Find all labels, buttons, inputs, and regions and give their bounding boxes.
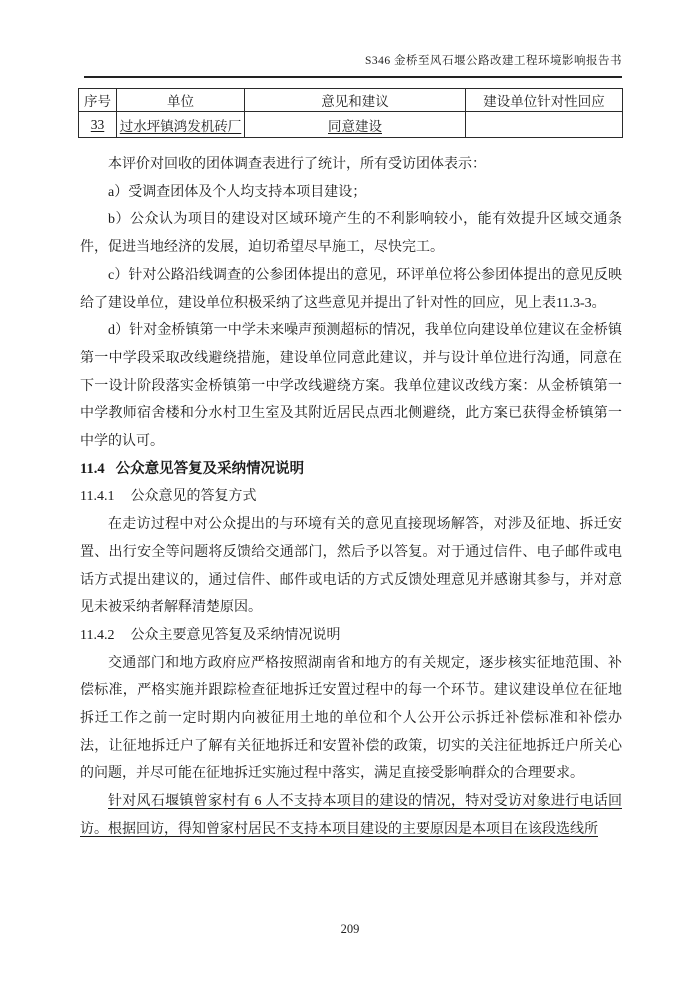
cell-opinion-text: 同意建设 [328,118,382,134]
table-header-row [79,89,623,112]
table-row [79,112,623,138]
paragraph-survey-summary: 本评价对回收的团体调查表进行了统计，所有受访团体表示： [108,157,486,172]
running-header-title: S346 金桥至风石堰公路改建工程环境影响报告书 [364,55,622,67]
cell-unit-text: 过水坪镇鸿发机砖厂 [119,118,242,134]
paragraph-reply-method: 在走访过程中对公众提出的与环境有关的意见直接现场解答，对涉及征地、拆迁安置、出行安全等问题将反馈给交通部门，然后予以答复。对于通过信件、电子邮件或电话方式提出建议的，通过信件、邮件或电话的方式反馈处理意见并感谢其参与，并对意见未被采纳者解释清楚原因。 [80,517,622,616]
section-title-11-4: 公众意见答复及采纳情况说明 [115,460,305,477]
cell-opinion [245,112,466,138]
column-header-response: 建设单位针对性回应 [466,89,623,112]
section-heading-11-4 [80,456,622,484]
section-number-11-4: 11.4 [80,460,105,477]
cell-seq [79,112,117,138]
paragraph-callback-underlined: 针对风石堰镇曾家村有 6 人不支持本项目的建设的情况，特对受访对象进行电话回访。根据回访，得知曾家村居民不支持本项目建设的主要原因是本项目在该段选线所 [80,794,622,837]
cell-unit [117,112,245,138]
section-title-11-4-1: 公众意见的答复方式 [130,489,257,505]
header-rule [84,76,622,78]
column-header-seq: 序号 [79,89,117,112]
section-heading-11-4-1 [80,483,622,511]
opinion-table [78,88,623,138]
list-item-a: a）受调查团体及个人均支持本项目建设； [108,184,367,200]
section-title-11-4-2: 公众主要意见答复及采纳情况说明 [130,627,341,643]
cell-seq-text: 33 [90,116,105,132]
section-heading-11-4-2 [80,622,622,650]
list-item-c: c）针对公路沿线调查的公参团体提出的意见，环评单位将公参团体提出的意见反映给了建设单位，建设单位积极采纳了这些意见并提出了针对性的回应，见上表11.3-3。 [80,267,622,311]
paragraph-adoption-explanation: 交通部门和地方政府应严格按照湖南省和地方的有关规定，逐步核实征地范围、补偿标准，严格实施并跟踪检查征地拆迁安置过程中的每一个环节。建议建设单位在征地拆迁工作之前一定时期内向被征用土地的单位和个人公开公示拆迁补偿标准和补偿办法，让征地拆迁户了解有关征地拆迁和安置补偿的政策，切实的关注征地拆迁户所关心的问题，并尽可能在征地拆迁实施过程中落实，满足直接受影响群众的合理要求。 [80,655,622,782]
page-footer [0,922,700,937]
section-number-11-4-2: 11.4.2 [80,627,115,643]
document-body [80,151,622,844]
section-number-11-4-1: 11.4.1 [80,489,115,505]
column-header-opinion: 意见和建议 [245,89,466,112]
cell-response [466,112,623,138]
page-number: 209 [340,922,360,936]
column-header-unit: 单位 [117,89,245,112]
list-item-d: d）针对金桥镇第一中学未来噪声预测超标的情况，我单位向建设单位建议在金桥镇第一中学段采取改线避绕措施，建设单位同意此建议，并与设计单位进行沟通，同意在下一设计阶段落实金桥镇第一中学改线避绕方案。我单位建议改线方案：从金桥镇第一中学教师宿舍楼和分水村卫生室及其附近居民点西北侧避绕，此方案已获得金桥镇第一中学的认可。 [80,323,622,450]
list-item-b: b）公众认为项目的建设对区域环境产生的不利影响较小，能有效提升区域交通条件，促进当地经济的发展，迫切希望尽早施工，尽快完工。 [80,212,622,256]
